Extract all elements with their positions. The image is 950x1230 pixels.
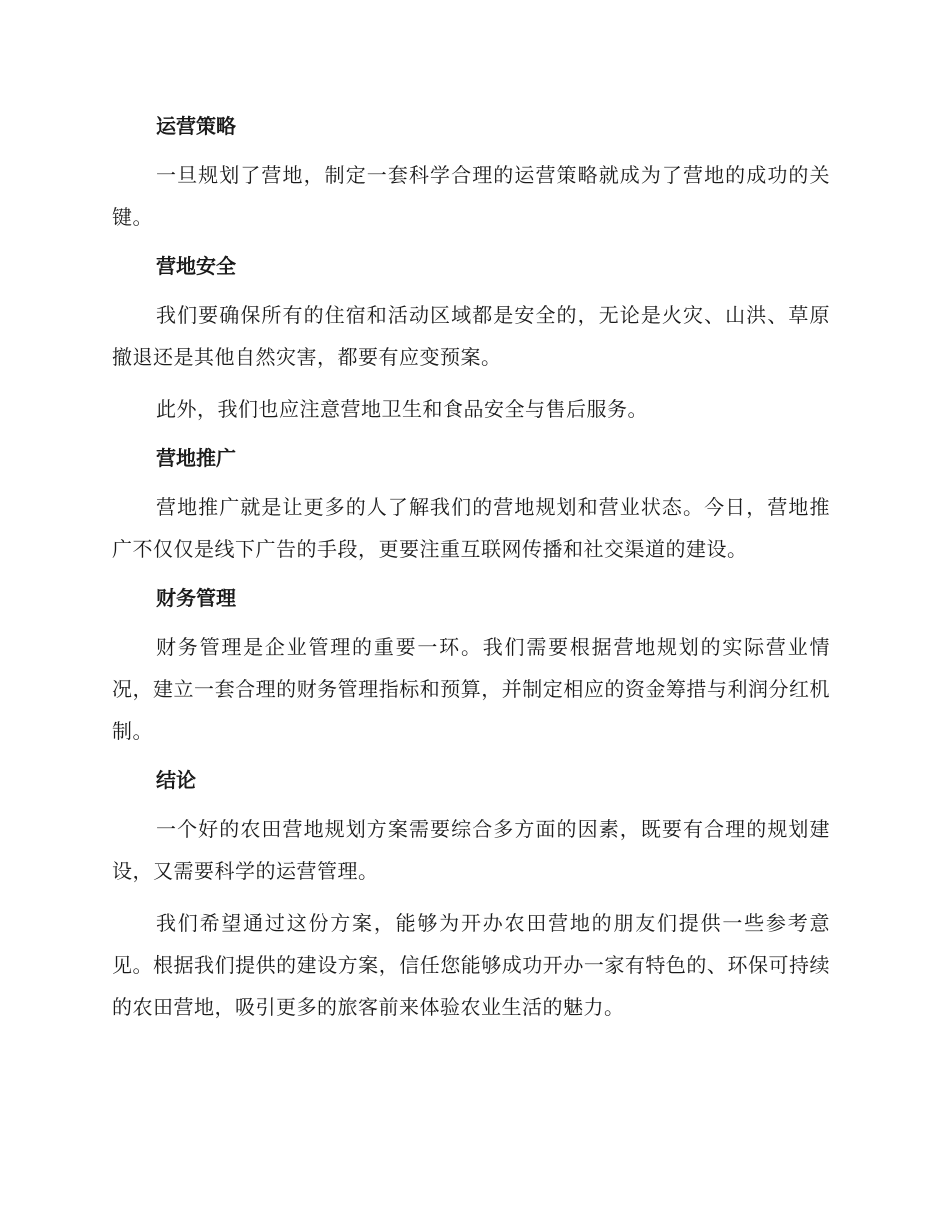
paragraph: 营地推广就是让更多的人了解我们的营地规划和营业状态。今日，营地推广不仅仅是线下广告的手段，更要注重互联网传播和社交渠道的建设。 — [112, 495, 830, 561]
document-page — [112, 108, 830, 1038]
section-finance — [112, 580, 830, 752]
paragraph: 一个好的农田营地规划方案需要综合多方面的因素，既要有合理的规划建设，又需要科学的运营管理。 — [112, 817, 830, 883]
section-conclusion — [112, 762, 830, 1028]
section-heading: 结论 — [156, 768, 196, 792]
section-heading: 营地安全 — [156, 254, 236, 278]
paragraph: 财务管理是企业管理的重要一环。我们需要根据营地规划的实际营业情况，建立一套合理的财务管理指标和预算，并制定相应的资金筹措与利润分红机制。 — [112, 635, 830, 743]
section-heading: 营地推广 — [156, 446, 236, 470]
paragraph: 一旦规划了营地，制定一套科学合理的运营策略就成为了营地的成功的关键。 — [112, 163, 830, 229]
paragraph: 此外，我们也应注意营地卫生和食品安全与售后服务。 — [156, 397, 648, 421]
section-heading: 财务管理 — [156, 586, 236, 610]
section-heading: 运营策略 — [156, 114, 236, 138]
paragraph: 我们要确保所有的住宿和活动区域都是安全的，无论是火灾、山洪、草原撤退还是其他自然灾害，都要有应变预案。 — [112, 303, 830, 369]
section-promotion — [112, 440, 830, 570]
paragraph: 我们希望通过这份方案，能够为开办农田营地的朋友们提供一些参考意见。根据我们提供的建设方案，信任您能够成功开办一家有特色的、环保可持续的农田营地，吸引更多的旅客前来体验农业生活的魅力。 — [112, 911, 830, 1019]
section-safety — [112, 248, 830, 430]
section-operations — [112, 108, 830, 238]
